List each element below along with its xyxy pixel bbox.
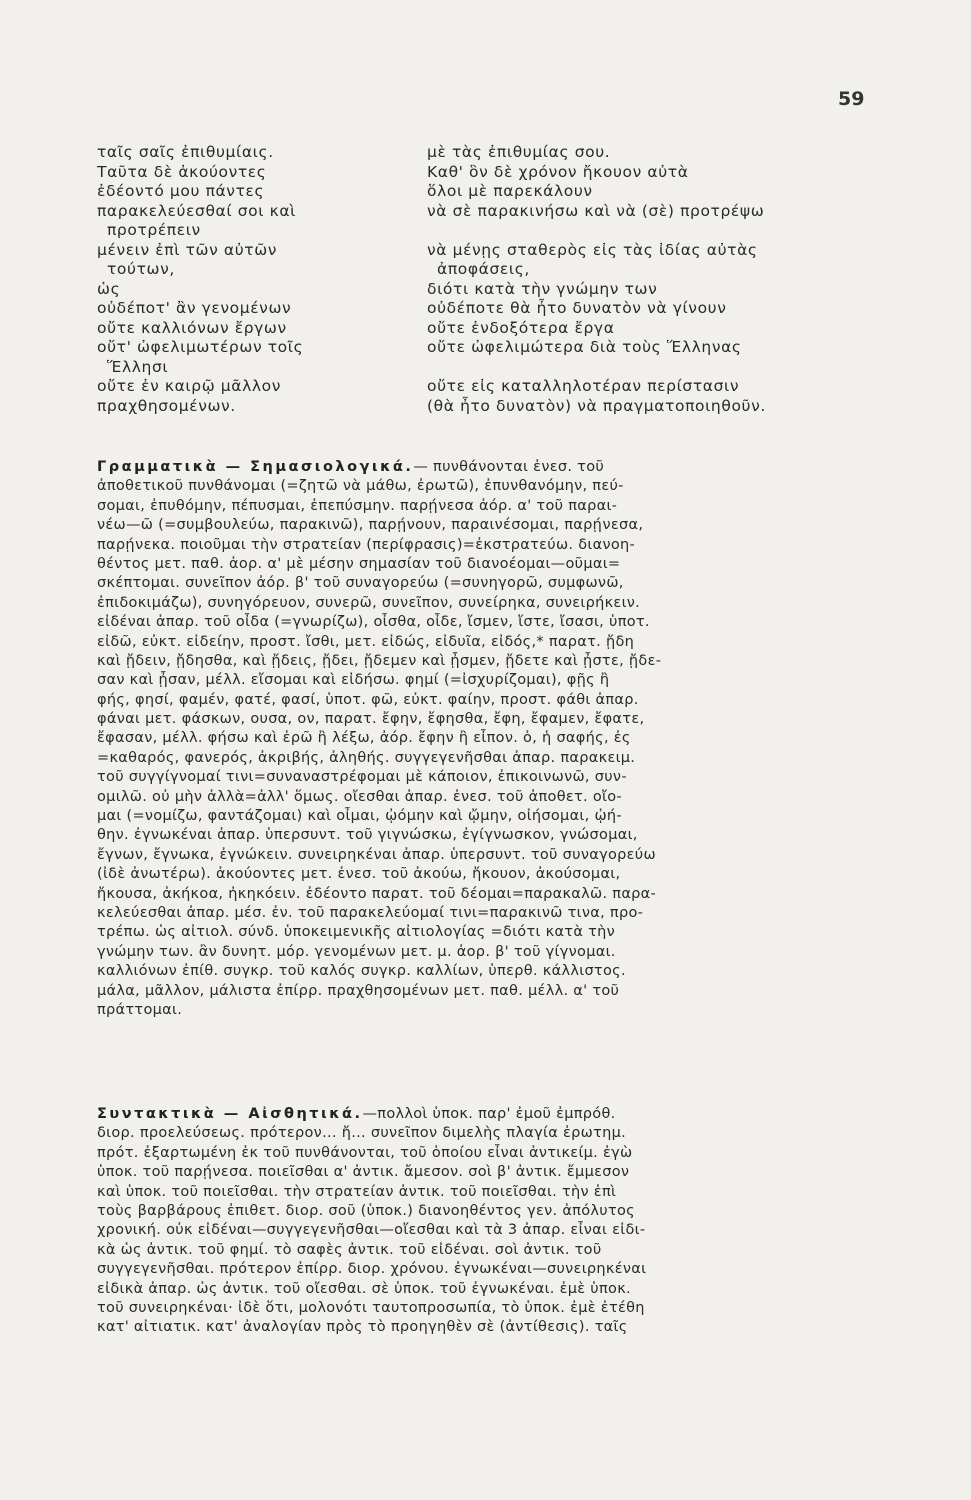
- left-line: ταῖς σαῖς ἐπιθυμίαις.: [97, 143, 274, 161]
- grammar-line: ομιλῶ. οὐ μὴν ἀλλὰ=ἀλλ' ὅμως. οἴεσθαι ἀπαρ. ἐνεσ. τοῦ ἀποθετ. οἴο-: [97, 788, 622, 805]
- right-line: οὔτε εἰς καταλληλοτέραν περίστασιν: [427, 377, 740, 395]
- syntax-line: ὑποκ. τοῦ παρῄνεσα. ποιεῖσθαι α' ἀντικ. ἄμεσον. σοὶ β' ἀντικ. ἔμμεσον: [97, 1164, 630, 1181]
- syntax-line: κατ' αἰτιατικ. κατ' ἀναλογίαν πρὸς τὸ προηγηθὲν σὲ (ἀντίθεσις). ταῖς: [97, 1319, 628, 1336]
- grammar-line: πράττομαι.: [97, 1001, 183, 1018]
- grammar-line: εἰδῶ, εὐκτ. εἰδείην, προστ. ἴσθι, μετ. εἰδώς, εἰδυῖα, εἰδός,* παρατ. ᾔδη: [97, 633, 635, 650]
- grammar-line: ἔγνων, ἔγνωκα, ἐγνώκειν. συνειρηκέναι ἀπαρ. ὑπερσυντ. τοῦ συναγορεύω: [97, 846, 656, 863]
- grammar-line: φής, φησί, φαμέν, φατέ, φασί, ὑποτ. φῶ, εὐκτ. φαίην, προστ. φάθι ἀπαρ.: [97, 691, 639, 708]
- grammar-line: καὶ ᾔδειν, ᾔδησθα, καὶ ᾔδεις, ᾔδει, ᾔδεμεν καὶ ᾖσμεν, ᾔδετε καὶ ᾖστε, ᾔδε-: [97, 652, 662, 669]
- grammar-line: σκέπτομαι. συνεῖπον ἀόρ. β' τοῦ συναγορεύω (=συνηγορῶ, συμφωνῶ,: [97, 575, 624, 592]
- right-line: οὐδέποτε θὰ ἦτο δυνατὸν νὰ γίνουν: [427, 299, 727, 317]
- syntax-heading: Συντακτικὰ — Αἰσθητικά.: [97, 1106, 363, 1122]
- grammar-section: [97, 458, 897, 1020]
- syntax-line: τοὺς βαρβάρους ἐπιθετ. διορ. σοῦ (ὑποκ.) διανοηθέντος γεν. ἀπόλυτος: [97, 1202, 635, 1219]
- ancient-greek-column: [97, 143, 407, 416]
- syntax-section: [97, 1105, 897, 1338]
- grammar-line: μαι (=νομίζω, φαντάζομαι) καὶ οἶμαι, ᾠόμην καὶ ᾤμην, οἰήσομαι, ᾠή-: [97, 808, 622, 825]
- grammar-line: =καθαρός, φανερός, ἀκριβής, ἀληθής. συγγεγενῆσθαι ἀπαρ. παρακειμ.: [97, 749, 636, 766]
- syntax-line: καὶ ὑποκ. τοῦ ποιεῖσθαι. τὴν στρατείαν ἀντικ. τοῦ ποιεῖσθαι. τὴν ἐπὶ: [97, 1183, 617, 1200]
- grammar-line: θην. ἐγνωκέναι ἀπαρ. ὑπερσυντ. τοῦ γιγνώσκω, ἐγίγνωσκον, γνώσομαι,: [97, 827, 638, 844]
- left-line: οὔτε ἐν καιρῷ μᾶλλον: [97, 377, 281, 395]
- left-line: οὔτ' ὠφελιμωτέρων τοῖς: [97, 338, 304, 356]
- left-line: οὔτε καλλιόνων ἔργων: [97, 318, 287, 337]
- syntax-line: τοῦ συνειρηκέναι· ἰδὲ ὅτι, μολονότι ταυτοπροσωπία, τὸ ὑποκ. ἐμὲ ἐτέθη: [97, 1299, 645, 1316]
- right-line-gap: [427, 358, 897, 378]
- grammar-line: σαν καὶ ᾖσαν, μέλλ. εἴσομαι καὶ εἰδήσω. φημί (=ἰσχυρίζομαι), φῇς ἢ: [97, 672, 610, 689]
- grammar-line: καλλιόνων ἐπίθ. συγκρ. τοῦ καλός συγκρ. καλλίων, ὑπερθ. κάλλιστος.: [97, 963, 626, 980]
- grammar-line: κελεύεσθαι ἀπαρ. μέσ. ἐν. τοῦ παρακελεύομαί τινι=παρακινῶ τινα, προ-: [97, 904, 644, 921]
- syntax-first-line: [97, 1105, 897, 1124]
- syntax-line: χρονική. οὐκ εἰδέναι—συγγεγενῆσθαι—οἴεσθαι καὶ τὰ 3 ἀπαρ. εἶναι εἰδι-: [97, 1222, 646, 1239]
- right-line: νὰ σὲ παρακινήσω καὶ νὰ (σὲ) προτρέψω: [427, 201, 765, 220]
- grammar-line: εἰδέναι ἀπαρ. τοῦ οἶδα (=γνωρίζω), οἶσθα, οἶδε, ἴσμεν, ἴστε, ἴσασι, ὑποτ.: [97, 614, 650, 631]
- grammar-line: ἔφασαν, μέλλ. φήσω καὶ ἐρῶ ἢ λέξω, ἀόρ. ἔφην ἢ εἶπον. ὁ, ἡ σαφής, ἐς: [97, 730, 631, 747]
- left-line: παρακελεύεσθαί σοι καὶ: [97, 201, 296, 220]
- grammar-line: — πυνθάνονται ἐνεσ. τοῦ: [413, 459, 605, 475]
- right-line: νὰ μένῃς σταθερὸς εἰς τὰς ἰδίας αὐτὰς: [427, 240, 758, 259]
- right-line: οὔτε ὠφελιμώτερα διὰ τοὺς Ἕλληνας: [427, 338, 742, 356]
- syntax-line: συγγεγενῆσθαι. πρότερον ἐπίρρ. διορ. χρόνου. ἐγνωκέναι—συνειρηκέναι: [97, 1261, 647, 1278]
- modern-greek-column: [427, 143, 897, 416]
- grammar-line: νέω—ῶ (=συμβουλεύω, παρακινῶ), παρῄνουν, παραινέσομαι, παρῄνεσα,: [97, 517, 644, 534]
- right-line: (θὰ ἦτο δυνατὸν) νὰ πραγματοποιηθοῦν.: [427, 396, 766, 415]
- syntax-line: πρότ. ἐξαρτωμένη ἐκ τοῦ πυνθάνονται, τοῦ ὁποίου εἶναι ἀντικείμ. ἐγὼ: [97, 1144, 633, 1161]
- syntax-line: διορ. προελεύσεως. πρότερον... ἤ... συνεῖπον διμελὴς πλαγία ἐρωτημ.: [97, 1125, 627, 1142]
- syntax-line: —πολλοὶ ὑποκ. παρ' ἐμοῦ ἐμπρόθ.: [362, 1106, 616, 1122]
- right-line: μὲ τὰς ἐπιθυμίας σου.: [427, 143, 611, 161]
- left-line: πραχθησομένων.: [97, 396, 236, 415]
- grammar-first-line: [97, 458, 897, 477]
- syntax-line: κὰ ὡς ἀντικ. τοῦ φημί. τὸ σαφὲς ἀντικ. τοῦ εἰδέναι. σοὶ ἀντικ. τοῦ: [97, 1241, 602, 1258]
- left-line: ἐδέοντό μου πάντες: [97, 182, 265, 200]
- grammar-heading: Γραμματικὰ — Σημασιολογικά.: [97, 459, 414, 475]
- grammar-line: μάλα, μᾶλλον, μάλιστα ἐπίρρ. πραχθησομένων μετ. παθ. μέλλ. α' τοῦ: [97, 982, 620, 999]
- page-number: 59: [838, 88, 865, 110]
- grammar-line: φάναι μετ. φάσκων, ουσα, ον, παρατ. ἔφην, ἔφησθα, ἔφη, ἔφαμεν, ἔφατε,: [97, 711, 645, 728]
- grammar-line: (ἰδὲ ἀνωτέρω). ἀκούοντες μετ. ἐνεσ. τοῦ ἀκούω, ἤκουον, ἀκούσομαι,: [97, 866, 621, 883]
- grammar-line: σομαι, ἐπυθόμην, πέπυσμαι, ἐπεπύσμην. παρῄνεσα ἀόρ. α' τοῦ παραι-: [97, 497, 618, 514]
- left-line: οὐδέποτ' ἂν γενομένων: [97, 299, 292, 317]
- grammar-line: τρέπω. ὡς αἰτιολ. σύνδ. ὑποκειμενικῆς αἰτιολογίας =διότι κατὰ τὴν: [97, 924, 616, 941]
- grammar-line: γνώμην των. ἂν δυνητ. μόρ. γενομένων μετ. μ. ἀορ. β' τοῦ γίγνομαι.: [97, 943, 616, 960]
- grammar-line: τοῦ συγγίγνομαί τινι=συναναστρέφομαι μὲ κάποιον, ἐπικοινωνῶ, συν-: [97, 769, 627, 786]
- left-line: Ταῦτα δὲ ἀκούοντες: [97, 162, 267, 181]
- right-line-gap: [427, 221, 897, 241]
- syntax-line: εἰδικὰ ἀπαρ. ὡς ἀντικ. τοῦ οἴεσθαι. σὲ ὑποκ. τοῦ ἐγνωκέναι. ἐμὲ ὑποκ.: [97, 1280, 631, 1297]
- right-line: ὅλοι μὲ παρεκάλουν: [427, 182, 593, 200]
- grammar-line: ἤκουσα, ἀκήκοα, ἠκηκόειν. ἐδέοντο παρατ. τοῦ δέομαι=παρακαλῶ. παρα-: [97, 885, 657, 902]
- left-line: Ἕλλησι: [107, 357, 169, 376]
- grammar-line: παρῄνεκα. ποιοῦμαι τὴν στρατείαν (περίφρασις)=ἐκστρατεύω. διανοη-: [97, 536, 636, 553]
- right-line: ἀποφάσεις,: [437, 260, 530, 278]
- right-line: διότι κατὰ τὴν γνώμην των: [427, 279, 658, 298]
- right-line: Καθ' ὃν δὲ χρόνον ἤκουον αὐτὰ: [427, 162, 689, 181]
- grammar-line: ἀποθετικοῦ πυνθάνομαι (=ζητῶ νὰ μάθω, ἐρωτῶ), ἐπυνθανόμην, πεύ-: [97, 478, 624, 495]
- left-line: προτρέπειν: [107, 221, 201, 239]
- left-line: τούτων,: [107, 260, 175, 278]
- left-line: μένειν ἐπὶ τῶν αὐτῶν: [97, 240, 278, 259]
- right-line: οὔτε ἐνδοξότερα ἔργα: [427, 318, 615, 337]
- parallel-text: [97, 143, 897, 443]
- grammar-line: ἐπιδοκιμάζω), συνηγόρευον, συνερῶ, συνεῖπον, συνείρηκα, συνειρήκειν.: [97, 594, 641, 611]
- left-line: ὡς: [97, 279, 121, 298]
- grammar-line: θέντος μετ. παθ. ἀορ. α' μὲ μέσην σημασίαν τοῦ διανοέομαι—οῦμαι=: [97, 555, 621, 572]
